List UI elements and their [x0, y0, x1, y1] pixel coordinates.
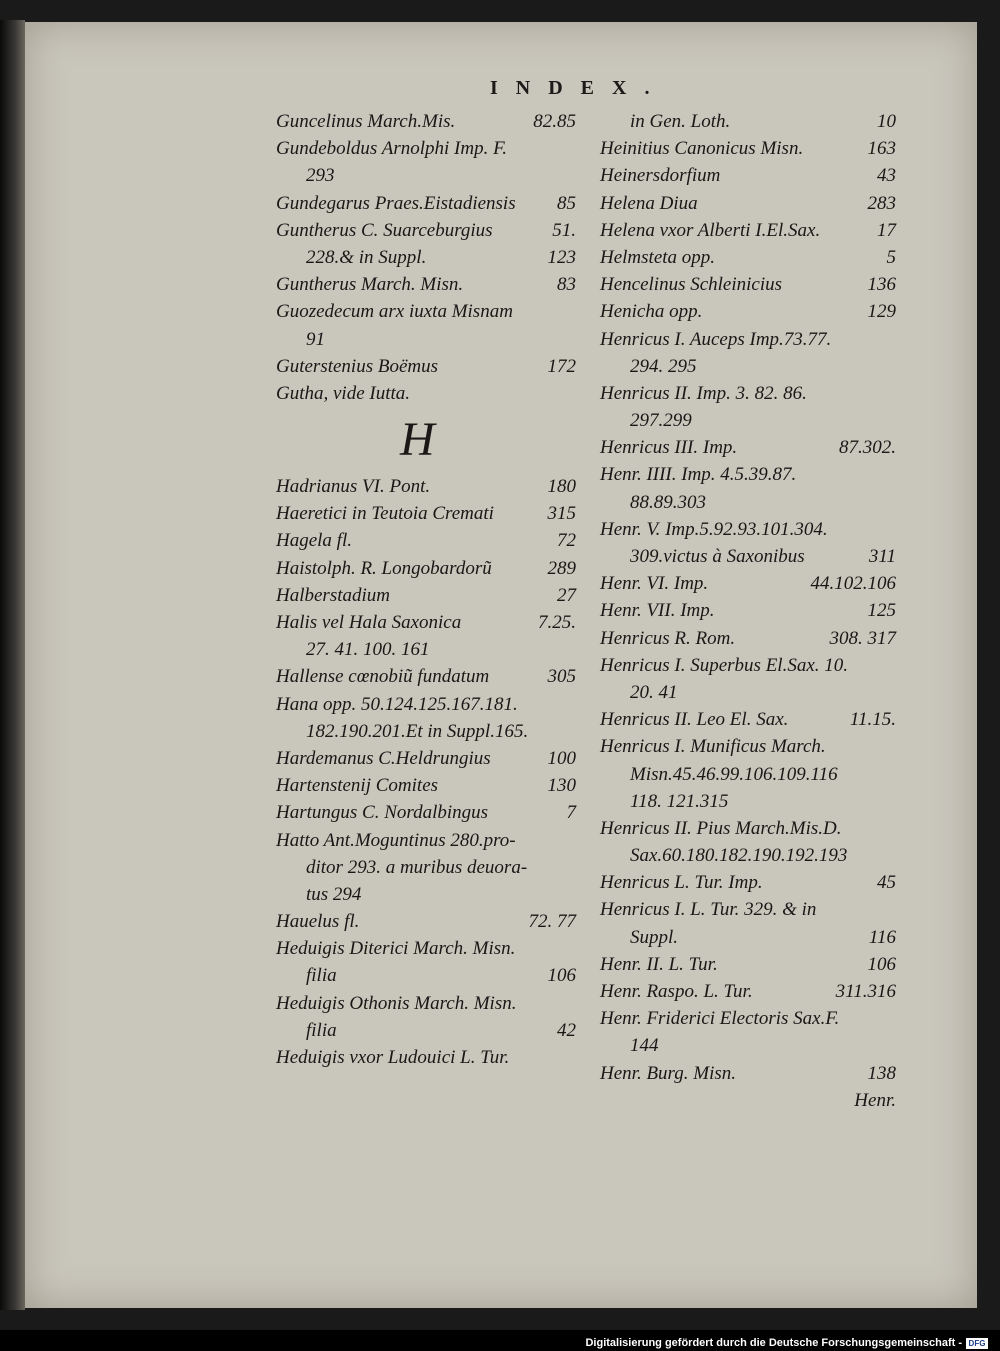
index-entry	[600, 271, 896, 298]
index-entry	[600, 190, 896, 217]
index-entry	[600, 652, 896, 679]
dfg-logo: DFG	[966, 1338, 988, 1349]
entry-text: 91	[306, 328, 325, 350]
entry-text: Heduigis vxor Ludouici L. Tur.	[276, 1047, 510, 1068]
entry-text: Henr. VII. Imp.	[600, 600, 715, 622]
index-entry	[600, 543, 896, 570]
index-entry	[276, 244, 576, 271]
entry-text: 228.& in Suppl.	[306, 246, 427, 268]
index-entry	[600, 896, 896, 923]
entry-text: in Gen. Loth.	[630, 111, 731, 132]
index-entry	[276, 190, 576, 217]
index-entry	[276, 663, 576, 690]
index-entry	[600, 570, 896, 597]
index-entry	[600, 842, 896, 869]
index-entry	[600, 788, 896, 815]
entry-text: Heduigis Diterici March. Misn.	[276, 938, 516, 960]
entry-text: Halberstadium	[276, 584, 390, 606]
entry-pages: 7.25.	[538, 612, 576, 633]
index-entry	[276, 162, 576, 189]
entry-text: Henricus I. Munificus March.	[600, 736, 826, 758]
entry-text: 144	[630, 1035, 659, 1057]
entry-text: ditor 293. a muribus deuora-	[306, 856, 528, 878]
entry-pages: 289	[547, 557, 576, 579]
index-entry	[276, 908, 576, 935]
book-spine	[0, 20, 25, 1310]
index-entry	[600, 1032, 896, 1059]
entry-text: Hauelus fl.	[276, 911, 360, 933]
index-column-right	[600, 108, 896, 1114]
entry-text: Henricus II. Imp. 3. 82. 86.	[600, 382, 807, 404]
entry-text: Gutha, vide Iutta.	[276, 382, 411, 404]
index-entry	[276, 799, 576, 826]
entry-text: Henr.	[854, 1089, 896, 1111]
entry-text: Helena Diua	[600, 192, 698, 214]
entry-text: Helena vxor Alberti I.El.Sax.	[600, 219, 821, 241]
index-entry	[276, 772, 576, 799]
entry-text: Henr. Raspo. L. Tur.	[600, 981, 753, 1002]
index-entry	[600, 978, 896, 1005]
entry-text: Helmsteta opp.	[600, 246, 716, 268]
entry-pages: 123	[547, 246, 576, 268]
entry-pages: 42	[557, 1019, 576, 1041]
index-entry	[276, 691, 576, 718]
entry-text: Hartungus C. Nordalbingus	[276, 802, 489, 824]
section-letter: H	[400, 413, 435, 467]
index-entry	[276, 881, 576, 908]
entry-text: filia	[306, 965, 337, 987]
entry-pages: 44.102.106	[810, 573, 896, 595]
entry-pages: 100	[547, 747, 576, 769]
index-entry	[276, 555, 576, 582]
entry-pages: 85	[557, 192, 576, 214]
entry-text: Henicha opp.	[600, 301, 703, 323]
entry-pages: 138	[867, 1062, 896, 1084]
entry-text: Henricus II. Pius March.Mis.D.	[600, 817, 842, 839]
index-entry	[600, 679, 896, 706]
entry-text: Henr. II. L. Tur.	[600, 953, 718, 975]
entry-text: filia	[306, 1019, 337, 1041]
entry-text: Guncelinus March.Mis.	[276, 111, 456, 132]
entry-text: 118. 121.315	[630, 790, 729, 812]
catchword	[600, 1087, 896, 1114]
index-entry	[276, 217, 576, 244]
entry-text: Henr. IIII. Imp. 4.5.39.87.	[600, 464, 797, 486]
index-entry	[600, 353, 896, 380]
entry-text: Henr. Burg. Misn.	[600, 1062, 736, 1084]
entry-pages: 7	[566, 802, 576, 824]
entry-pages: 45	[877, 872, 896, 894]
entry-text: Henr. Friderici Electoris Sax.F.	[600, 1008, 840, 1030]
entry-text: Henricus I. Superbus El.Sax. 10.	[600, 654, 849, 676]
entry-text: 309.victus à Saxonibus	[630, 546, 805, 567]
entry-text: Haistolph. R. Longobardorũ	[276, 557, 492, 579]
entry-text: Gundeboldus Arnolphi Imp. F.	[276, 138, 507, 160]
entry-pages: 315	[547, 503, 576, 525]
index-entry	[276, 718, 576, 745]
index-entry	[276, 473, 576, 500]
index-entry	[276, 527, 576, 554]
entry-text: Guozedecum arx iuxta Misnam	[276, 301, 513, 323]
entry-text: 182.190.201.Et in Suppl.165.	[306, 720, 529, 742]
entry-pages: 116	[868, 926, 896, 948]
entry-text: Sax.60.180.182.190.192.193	[630, 845, 848, 867]
entry-text: 294. 295	[630, 355, 697, 377]
entry-text: Hana opp. 50.124.125.167.181.	[276, 693, 518, 715]
entry-text: Suppl.	[630, 926, 679, 948]
index-column-left	[276, 108, 576, 1071]
entry-pages: 106	[547, 965, 576, 987]
entry-text: Guntherus C. Suarceburgius	[276, 219, 493, 241]
entry-pages: 163	[867, 138, 896, 160]
index-entry	[276, 582, 576, 609]
index-entry	[276, 990, 576, 1017]
entry-text: Henricus II. Leo El. Sax.	[600, 709, 789, 731]
entry-text: 297.299	[630, 410, 692, 432]
index-entry	[600, 706, 896, 733]
index-entry	[600, 326, 896, 353]
index-entry	[276, 636, 576, 663]
section-letter-heading	[276, 407, 576, 473]
running-head: INDEX.	[490, 77, 668, 99]
entry-text: 293	[306, 165, 335, 187]
entry-text: Heinitius Canonicus Misn.	[600, 138, 804, 160]
entry-text: Henr. V. Imp.5.92.93.101.304.	[600, 518, 828, 540]
entry-pages: 308. 317	[829, 627, 896, 649]
index-entry	[600, 733, 896, 760]
index-entry	[600, 1060, 896, 1087]
entry-text: 88.89.303	[630, 491, 706, 513]
entry-text: 27. 41. 100. 161	[306, 639, 430, 661]
entry-pages: 311	[868, 546, 896, 567]
entry-text: Haeretici in Teutoia Cremati	[276, 503, 494, 525]
entry-pages: 5	[886, 246, 896, 268]
index-entry	[276, 827, 576, 854]
index-entry	[600, 434, 896, 461]
entry-text: Henricus L. Tur. Imp.	[600, 872, 763, 894]
index-entry	[276, 326, 576, 353]
entry-text: Hadrianus VI. Pont.	[276, 476, 431, 498]
index-entry	[276, 353, 576, 380]
index-entry	[600, 244, 896, 271]
index-entry	[276, 1017, 576, 1044]
entry-pages: 180	[547, 476, 576, 498]
entry-text: Hagela fl.	[276, 530, 352, 552]
index-entry	[600, 217, 896, 244]
index-entry	[276, 962, 576, 989]
entry-text: 20. 41	[630, 681, 678, 703]
index-entry	[600, 761, 896, 788]
entry-text: Heinersdorfium	[600, 165, 721, 187]
index-entry	[276, 298, 576, 325]
entry-text: Henr. VI. Imp.	[600, 573, 709, 595]
index-entry	[276, 1044, 576, 1071]
index-entry	[600, 461, 896, 488]
index-entry	[600, 407, 896, 434]
index-entry	[600, 298, 896, 325]
index-entry	[600, 869, 896, 896]
index-entry	[276, 380, 576, 407]
index-entry	[276, 745, 576, 772]
entry-text: Hencelinus Schleinicius	[600, 274, 783, 296]
index-entry	[276, 135, 576, 162]
entry-text: Guntherus March. Misn.	[276, 274, 464, 296]
index-entry	[600, 924, 896, 951]
index-entry	[600, 597, 896, 624]
index-entry	[600, 489, 896, 516]
entry-pages: 130	[547, 775, 576, 797]
entry-pages: 106	[867, 953, 896, 975]
entry-text: Henricus III. Imp.	[600, 437, 738, 459]
entry-pages: 136	[867, 274, 896, 296]
index-entry	[276, 108, 576, 135]
entry-text: Henricus R. Rom.	[600, 627, 736, 649]
index-entry	[276, 271, 576, 298]
index-entry	[600, 951, 896, 978]
entry-pages: 311.316	[835, 981, 896, 1002]
entry-text: Hatto Ant.Moguntinus 280.pro-	[276, 829, 516, 851]
entry-pages: 305	[547, 666, 576, 688]
index-entry	[600, 135, 896, 162]
index-entry	[276, 500, 576, 527]
entry-pages: 72	[557, 530, 576, 552]
index-entry	[276, 935, 576, 962]
credit-text: Digitalisierung gefördert durch die Deutsche Forschungsgemeinschaft -	[585, 1337, 962, 1349]
entry-pages: 82.85	[533, 111, 576, 132]
entry-pages: 10	[877, 111, 896, 132]
entry-pages: 11.15.	[849, 709, 896, 731]
entry-pages: 51.	[552, 219, 576, 241]
index-entry	[600, 380, 896, 407]
index-entry	[600, 108, 896, 135]
entry-pages: 87.302.	[839, 437, 896, 459]
entry-pages: 83	[557, 274, 576, 296]
entry-text: Halis vel Hala Saxonica	[276, 612, 462, 633]
entry-pages: 125	[867, 600, 896, 622]
entry-pages: 27	[557, 584, 576, 606]
entry-pages: 17	[877, 219, 896, 241]
digitization-credit	[585, 1336, 988, 1350]
entry-pages: 43	[877, 165, 896, 187]
entry-text: Hardemanus C.Heldrungius	[276, 747, 491, 769]
entry-text: Hartensteniј Comites	[276, 775, 439, 797]
entry-text: Guterstenius Boëmus	[276, 355, 439, 377]
entry-pages: 72. 77	[528, 911, 576, 933]
index-entry	[600, 516, 896, 543]
index-entry	[276, 609, 576, 636]
entry-pages: 283	[867, 192, 896, 214]
entry-text: Hallense cœnobiũ fundatum	[276, 666, 490, 688]
entry-pages: 129	[867, 301, 896, 323]
entry-text: Henricus I. Auceps Imp.73.77.	[600, 328, 832, 350]
index-entry	[276, 854, 576, 881]
entry-pages: 172	[547, 355, 576, 377]
entry-text: Gundegarus Praes.Eistadiensis	[276, 192, 516, 214]
index-entry	[600, 1005, 896, 1032]
entry-text: Heduigis Othonis March. Misn.	[276, 992, 517, 1014]
entry-text: Henricus I. L. Tur. 329. & in	[600, 899, 817, 921]
entry-text: tus 294	[306, 883, 362, 905]
entry-text: Misn.45.46.99.106.109.116	[630, 763, 838, 785]
index-entry	[600, 625, 896, 652]
index-entry	[600, 162, 896, 189]
index-entry	[600, 815, 896, 842]
